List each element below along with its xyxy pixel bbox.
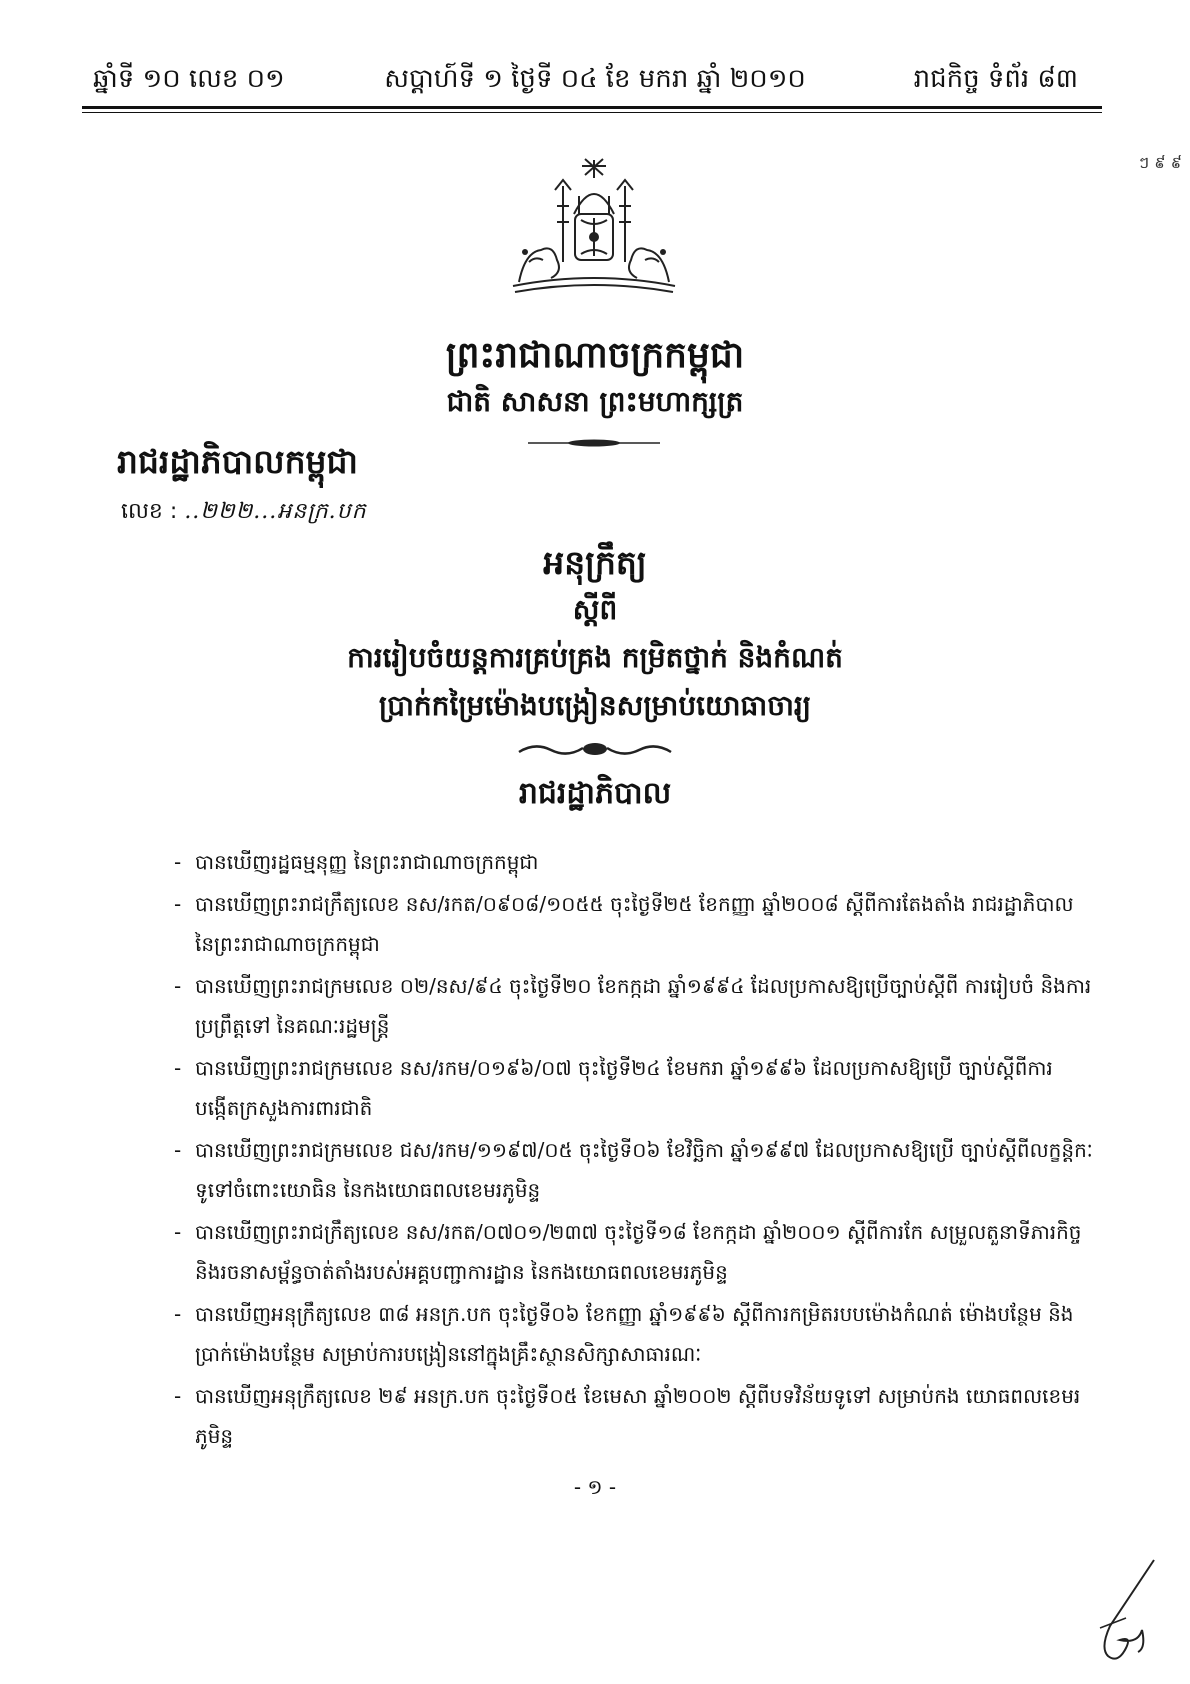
clause-bullet: -	[174, 1220, 182, 1244]
legal-basis-clause	[174, 842, 1094, 882]
header-week-date: សប្តាហ៍ទី ១ ថ្ងៃទី ០៤ ខែ មករា ឆ្នាំ ២០១០	[384, 64, 806, 94]
issuing-authority: រាជរដ្ឋាភិបាលកម្ពុជា	[117, 442, 358, 481]
header-rule-thin	[82, 112, 1102, 113]
clause-text: បានឃើញព្រះរាជក្រឹត្យលេខ នស/រកត/០៧០១/២៣៧ ចុះថ្ងៃទី១៨ ខែកក្កដា ឆ្នាំ២០០១ ស្តីពីការកែ សម្រួលតួនាទីភារកិច្ច និងរចនាសម្ព័ន្ធចាត់តាំងរបស់អគ្គបញ្ជាការដ្ឋាន នៃកងយោធពលខេមរភូមិន្ទ	[195, 1220, 1082, 1284]
legal-basis-clause	[174, 884, 1094, 964]
clause-text: បានឃើញរដ្ឋធម្មនុញ្ញ នៃព្រះរាជាណាចក្រកម្ពុជា	[195, 850, 539, 874]
clause-text: បានឃើញព្រះរាជក្រឹត្យលេខ នស/រកត/០៩០៨/១០៥៥ ចុះថ្ងៃទី២៥ ខែកញ្ញា ឆ្នាំ២០០៨ ស្តីពីការតែងតាំង រាជរដ្ឋាភិបាល នៃព្រះរាជាណាចក្រកម្ពុជា	[195, 892, 1074, 956]
legal-basis-clause	[174, 1376, 1094, 1456]
legal-basis-clause	[174, 1212, 1094, 1292]
legal-basis-clause	[174, 966, 1094, 1046]
title-line-2: ប្រាក់កម្រៃម៉ោងបង្រៀនសម្រាប់យោធាចារ្យ	[378, 689, 812, 722]
clause-text: បានឃើញអនុក្រឹត្យលេខ ៣៨ អនក្រ.បក ចុះថ្ងៃទី០៦ ខែកញ្ញា ឆ្នាំ១៩៩៦ ស្តីពីការកម្រិតរបបម៉ោងកំណត់ ម៉ោងបន្ថែម និងប្រាក់ម៉ោងបន្ថែម សម្រាប់ការបង្រៀននៅក្នុងគ្រឹះស្ថានសិក្សាសាធារណៈ	[195, 1302, 1074, 1366]
handwritten-signature	[1080, 1556, 1160, 1666]
legal-basis-clause	[174, 1130, 1094, 1210]
legal-basis-list	[174, 842, 1094, 1458]
royal-coat-of-arms-emblem	[505, 156, 683, 298]
edge-handwritten-mark: ៗ ៩ ៩	[1138, 153, 1182, 172]
page-number: - ១ -	[573, 1475, 617, 1499]
legal-basis-clause	[174, 1048, 1094, 1128]
header-rule-thick	[82, 106, 1102, 109]
clause-bullet: -	[174, 1056, 182, 1080]
ornamental-divider	[528, 436, 660, 450]
national-motto: ជាតិ សាសនា ព្រះមហាក្សត្រ	[446, 385, 744, 418]
clause-bullet: -	[174, 1384, 182, 1408]
clause-text: បានឃើញព្រះរាជក្រមលេខ នស/រកម/០១៩៦/០៧ ចុះថ្ងៃទី២៤ ខែមករា ឆ្នាំ១៩៩៦ ដែលប្រកាសឱ្យប្រើ ច្បាប់ស្តីពីការបង្កើតក្រសួងការពារជាតិ	[195, 1056, 1053, 1120]
clause-text: បានឃើញព្រះរាជក្រមលេខ ជស/រកម/១១៩៧/០៥ ចុះថ្ងៃទី០៦ ខែវិច្ឆិកា ឆ្នាំ១៩៩៧ ដែលប្រកាសឱ្យប្រើ ច្បាប់ស្តីពីលក្ខន្តិកៈទូទៅចំពោះយោធិន នៃកងយោធពលខេមរភូមិន្ទ	[195, 1138, 1093, 1202]
clause-bullet: -	[174, 1302, 182, 1326]
legal-basis-clause	[174, 1294, 1094, 1374]
document-number	[121, 497, 367, 529]
header-year-issue: ឆ្នាំទី ១០ លេខ ០១	[93, 64, 285, 94]
council-heading: រាជរដ្ឋាភិបាល	[518, 776, 672, 811]
clause-bullet: -	[174, 1138, 182, 1162]
title-ornament	[515, 740, 675, 758]
gazette-header	[0, 62, 1190, 102]
header-page-ref: រាជកិច្ច ទំព័រ ៨៣	[913, 64, 1078, 94]
clause-bullet: -	[174, 850, 182, 874]
document-number-label: លេខ :	[121, 499, 178, 524]
clause-text: បានឃើញអនុក្រឹត្យលេខ ២៩ អនក្រ.បក ចុះថ្ងៃទី០៥ ខែមេសា ឆ្នាំ២០០២ ស្តីពីបទវិន័យទូទៅ សម្រាប់កង យោធពលខេមរភូមិន្ទ	[195, 1384, 1081, 1448]
clause-bullet: -	[174, 974, 182, 998]
title-about: ស្តីពី	[572, 593, 618, 626]
clause-text: បានឃើញព្រះរាជក្រមលេខ ០២/នស/៩៤ ចុះថ្ងៃទី២០ ខែកក្កដា ឆ្នាំ១៩៩៤ ដែលប្រកាសឱ្យប្រើច្បាប់ស្តីពី ការរៀបចំ និងការប្រព្រឹត្តទៅ នៃគណៈរដ្ឋមន្ត្រី	[195, 974, 1092, 1038]
title-line-1: ការរៀបចំយន្តការគ្រប់គ្រង កម្រិតថ្នាក់ និងកំណត់	[347, 641, 843, 674]
kingdom-name: ព្រះរាជាណាចក្រកម្ពុជា	[445, 335, 745, 376]
document-type: អនុក្រឹត្យ	[543, 543, 647, 582]
document-number-value: ..២២២...អនក្រ.បក	[184, 499, 367, 524]
clause-bullet: -	[174, 892, 182, 916]
